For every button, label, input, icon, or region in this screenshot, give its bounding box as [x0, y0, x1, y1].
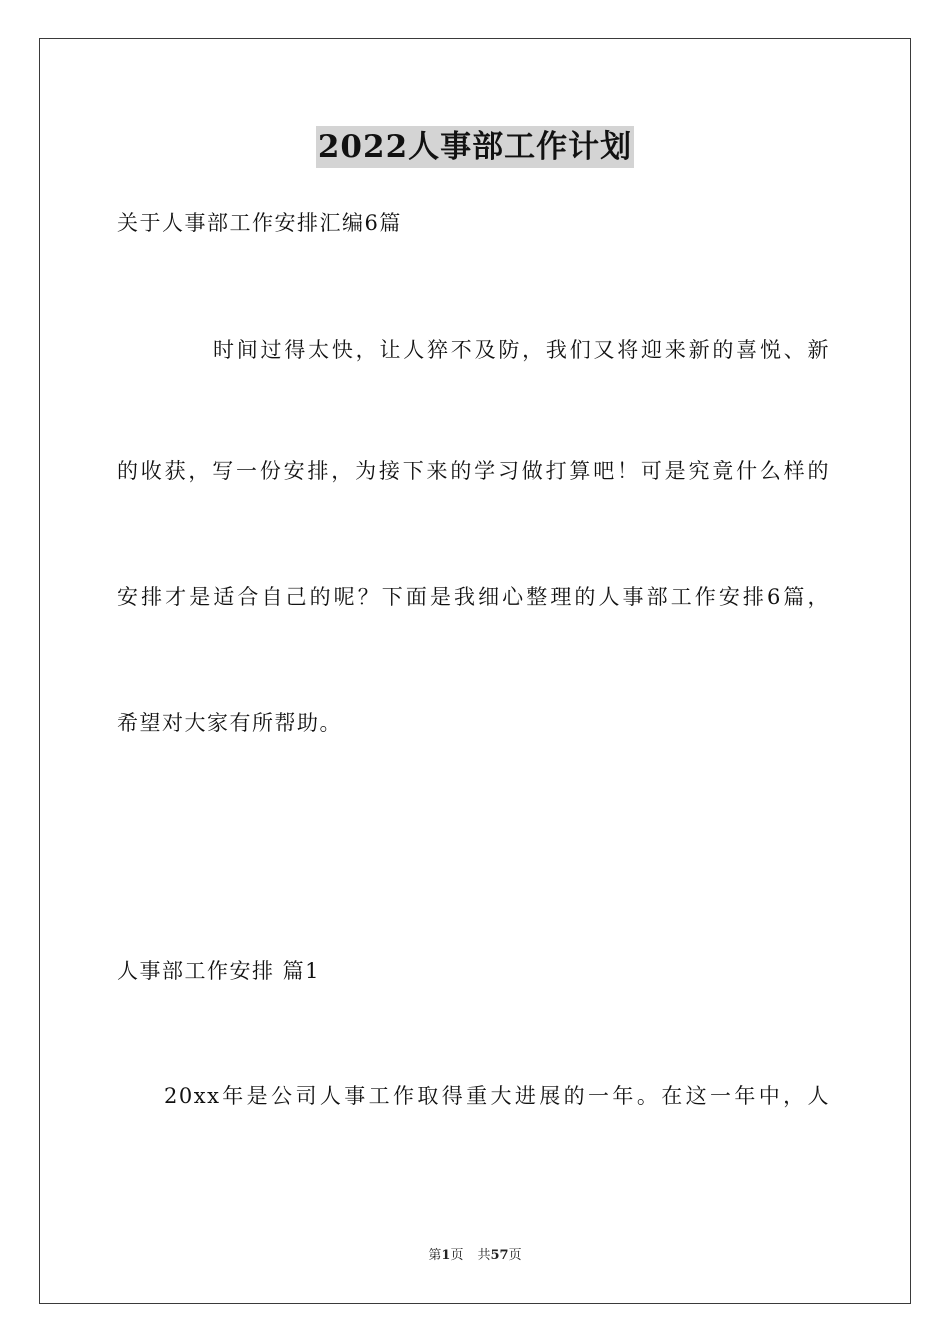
footer-page-suffix: 页 [450, 1248, 464, 1263]
footer-total-pages: 57 [490, 1248, 509, 1263]
intro-line-2: 的收获，写一份安排，为接下来的学习做打算吧！可是究竟什么样的 [117, 459, 830, 483]
section-first-line: 20xx年是公司人事工作取得重大进展的一年。在这一年中，人 [164, 1084, 830, 1108]
intro-line-4: 希望对大家有所帮助。 [117, 711, 342, 735]
document-title: 2022人事部工作计划 [316, 126, 634, 168]
intro-line-3: 安排才是适合自己的呢？下面是我细心整理的人事部工作安排6篇， [117, 585, 830, 609]
section-heading: 人事部工作安排 篇1 [117, 959, 321, 983]
document-subtitle: 关于人事部工作安排汇编6篇 [117, 211, 402, 235]
footer-page-number: 1 [441, 1248, 451, 1263]
footer-page-prefix: 第 [428, 1248, 442, 1263]
title-container [0, 126, 950, 168]
intro-line-1: 时间过得太快，让人猝不及防，我们又将迎来新的喜悦、新 [213, 338, 830, 362]
footer-total-prefix: 共 [477, 1248, 491, 1263]
page-footer [0, 1247, 950, 1265]
footer-total-suffix: 页 [508, 1248, 522, 1263]
